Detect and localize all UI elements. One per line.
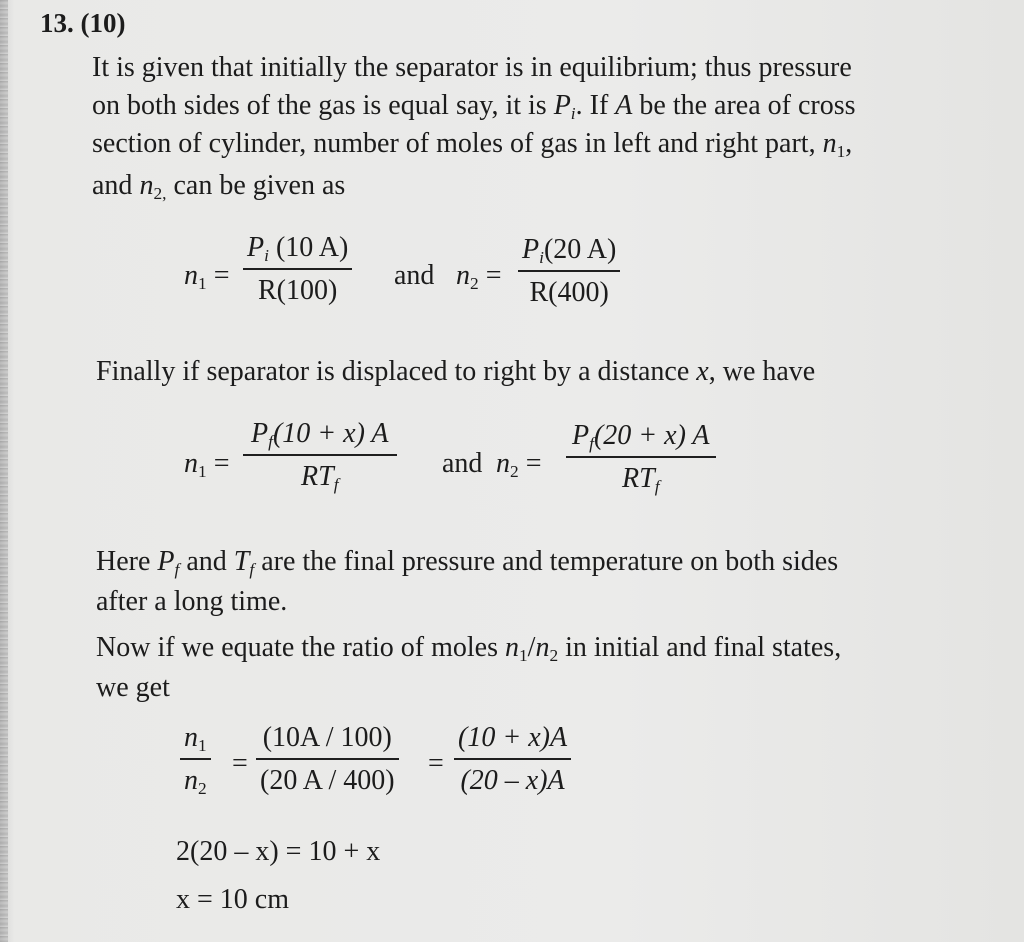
eq1-fraction-2: $P_i(20$ A) R(400) (518, 234, 620, 309)
equation-final-moles (0, 418, 1024, 508)
equation-result: x = 10 cm (176, 884, 289, 915)
equation-linear: 2(20 – x) = 10 + x (176, 836, 381, 867)
eq2-lhs-n1: $n_1$ = (184, 448, 230, 482)
eq1-fraction-1: $P_i$ (10 A) R(100) (243, 232, 352, 307)
para1-line3: section of cylinder, number of moles of gas in left and right part, $n_1$, (92, 128, 853, 162)
para3-line2: after a long time. (96, 586, 288, 617)
eq2-and: and (442, 448, 483, 479)
para1-line4: and $n_{2,}$ can be given as (92, 170, 346, 204)
eq2-lhs-n2: $n_2$ = (496, 448, 542, 482)
eq2-fraction-1: $P_f(10 + x)$ A $RT_f$ (243, 418, 397, 493)
eq3-fraction-1: (10A / 100) (20 A / 400) (256, 722, 399, 797)
eq2-fraction-2: $P_f(20 + x)$ A $RT_f$ (566, 420, 716, 495)
eq3-fraction-2: (10 + x)A (20 – x)A (454, 722, 571, 797)
equation-ratio (0, 722, 1024, 802)
para1-line2: on both sides of the gas is equal say, it is $P_i$. If A be the area of cross (92, 90, 856, 124)
eq1-lhs-n1: $n_1$ = (184, 260, 230, 294)
eq3-equals-1: = (232, 748, 248, 779)
eq3-equals-2: = (428, 748, 444, 779)
para2-text: Finally if separator is displaced to right by a distance x, we have (96, 356, 816, 387)
eq1-lhs-n2: $n_2$ = (456, 260, 502, 294)
eq3-ratio: $n_1$ $n_2$ (180, 722, 211, 797)
para4-line1: Now if we equate the ratio of moles $n_1/n_2$ in initial and final states, (96, 632, 842, 666)
para3-line1: Here $P_f$ and $T_f$ are the final pressure and temperature on both sides (96, 546, 839, 580)
para1-line1: It is given that initially the separator is in equilibrium; thus pressure (92, 52, 852, 83)
eq1-and: and (394, 260, 435, 291)
equation-initial-moles (0, 232, 1024, 312)
problem-heading: 13. (10) (40, 8, 126, 38)
para4-line2: we get (96, 672, 170, 703)
